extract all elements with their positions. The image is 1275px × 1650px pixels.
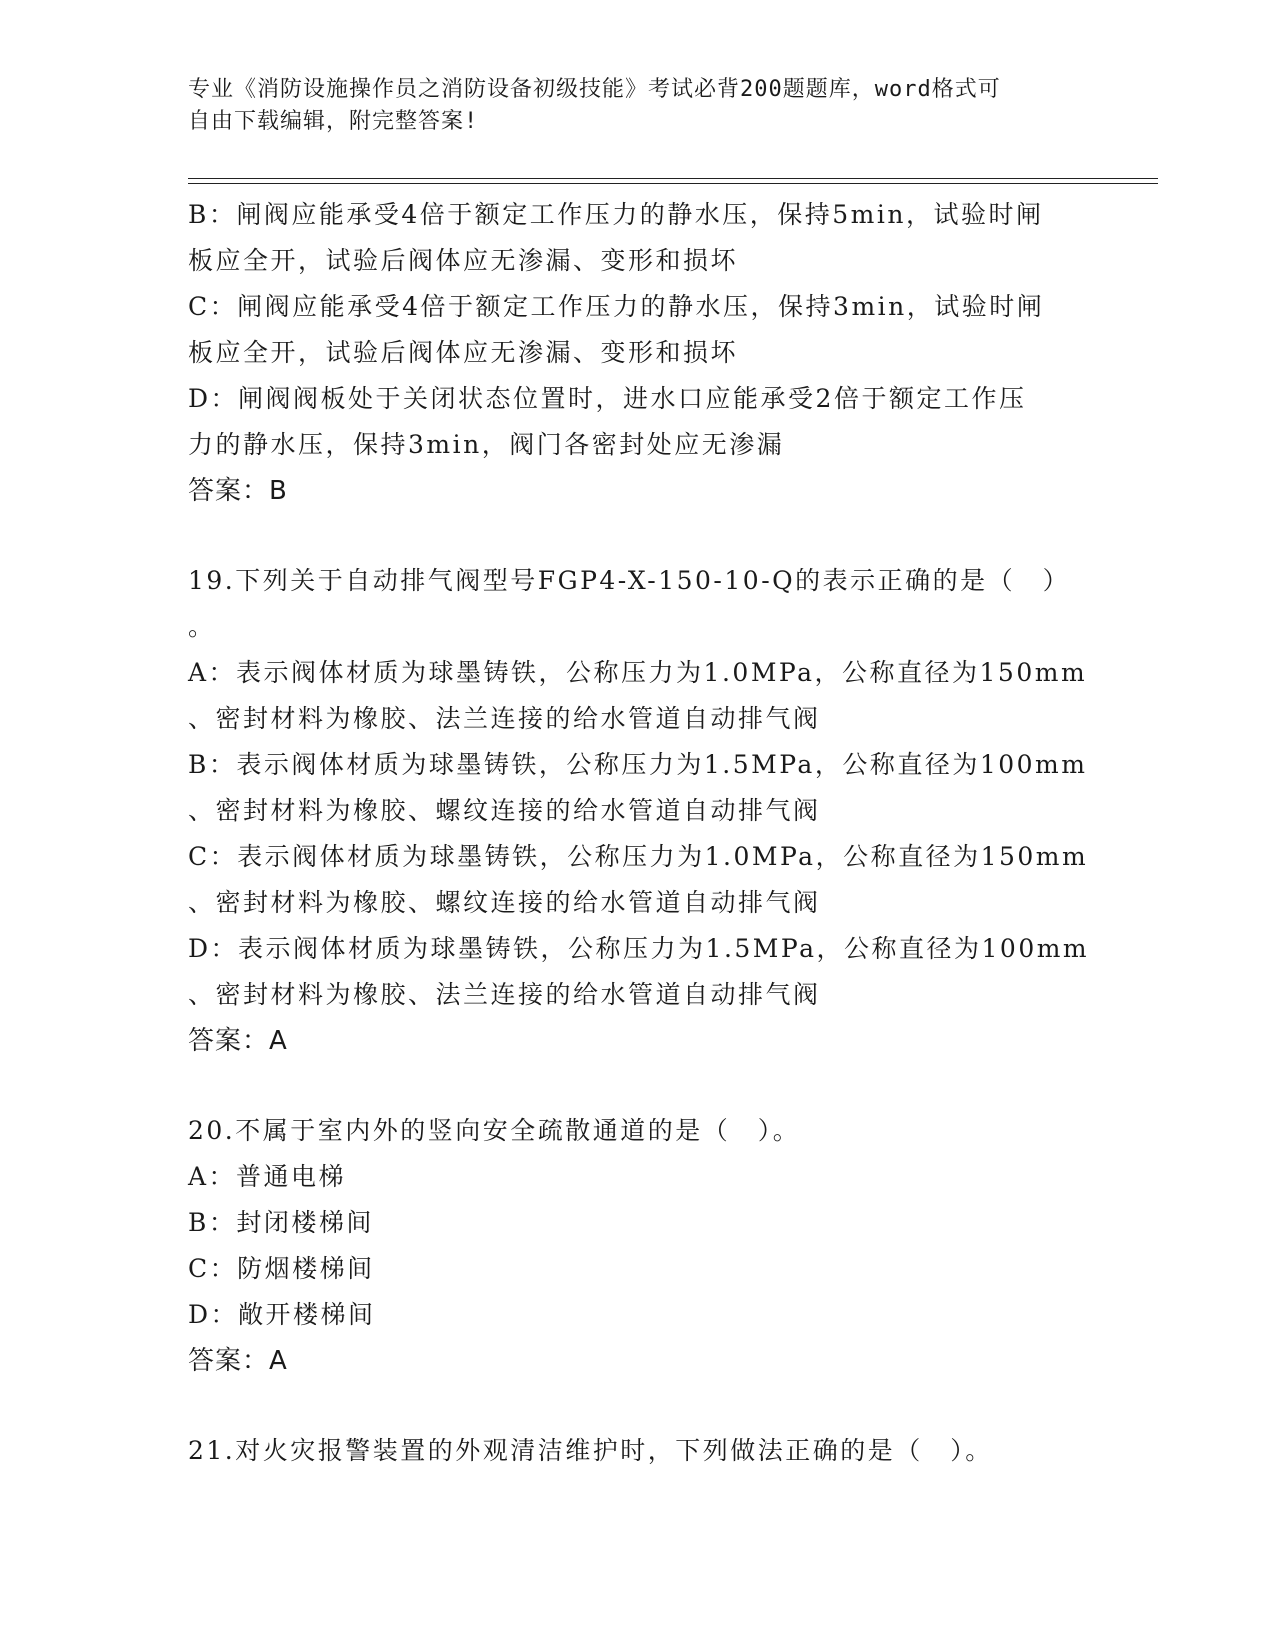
- header-divider-top: [188, 178, 1158, 179]
- question-18-tail: [188, 192, 1088, 514]
- option-d: [188, 376, 1088, 468]
- question-title: 20.不属于室内外的竖向安全疏散通道的是（ ）。: [188, 1116, 801, 1145]
- option-c: [188, 284, 1088, 376]
- header-line-1: 专业《消防设施操作员之消防设备初级技能》考试必背200题题库，word格式可: [188, 77, 1001, 102]
- option-line: B：闸阀应能承受4倍于额定工作压力的静水压，保持5min，试验时闸: [188, 200, 1044, 229]
- option-c: [188, 834, 1088, 926]
- option-b: [188, 742, 1088, 834]
- option-line: D：表示阀体材质为球墨铸铁，公称压力为1.5MPa，公称直径为100mm: [188, 934, 1090, 963]
- option-line: C：闸阀应能承受4倍于额定工作压力的静水压，保持3min，试验时闸: [188, 292, 1045, 321]
- question-20: [188, 1108, 1088, 1384]
- option-line: 板应全开，试验后阀体应无渗漏、变形和损坏: [188, 338, 739, 367]
- question-21: [188, 1428, 1088, 1474]
- option-d: D：敞开楼梯间: [188, 1300, 376, 1329]
- option-line: 、密封材料为橡胶、螺纹连接的给水管道自动排气阀: [188, 796, 821, 825]
- option-line: 、密封材料为橡胶、法兰连接的给水管道自动排气阀: [188, 980, 821, 1009]
- question-title: 21.对火灾报警装置的外观清洁维护时，下列做法正确的是（ ）。: [188, 1436, 993, 1465]
- document-header: [188, 74, 1088, 138]
- answer-line: 答案：A: [188, 1026, 288, 1056]
- answer-line: 答案：B: [188, 476, 288, 506]
- question-19: [188, 558, 1088, 1064]
- option-a: [188, 650, 1088, 742]
- option-line: 、密封材料为橡胶、法兰连接的给水管道自动排气阀: [188, 704, 821, 733]
- document-body: [188, 192, 1088, 1474]
- option-d: [188, 926, 1088, 1018]
- option-line: C：表示阀体材质为球墨铸铁，公称压力为1.0MPa，公称直径为150mm: [188, 842, 1089, 871]
- header-divider-bottom: [188, 183, 1158, 184]
- option-a: A：普通电梯: [188, 1162, 347, 1191]
- option-b: B：封闭楼梯间: [188, 1208, 374, 1237]
- option-line: A：表示阀体材质为球墨铸铁，公称压力为1.0MPa，公称直径为150mm: [188, 658, 1088, 687]
- option-line: 、密封材料为橡胶、螺纹连接的给水管道自动排气阀: [188, 888, 821, 917]
- option-line: D：闸阀阀板处于关闭状态位置时，进水口应能承受2倍于额定工作压: [188, 384, 1027, 413]
- option-line: B：表示阀体材质为球墨铸铁，公称压力为1.5MPa，公称直径为100mm: [188, 750, 1088, 779]
- option-b: [188, 192, 1088, 284]
- answer-line: 答案：A: [188, 1346, 288, 1376]
- question-title-continued: 。: [188, 612, 216, 641]
- option-line: 力的静水压，保持3min，阀门各密封处应无渗漏: [188, 430, 785, 459]
- option-line: 板应全开，试验后阀体应无渗漏、变形和损坏: [188, 246, 739, 275]
- option-c: C：防烟楼梯间: [188, 1254, 375, 1283]
- header-line-2: 自由下载编辑，附完整答案!: [188, 109, 479, 134]
- question-title: 19.下列关于自动排气阀型号FGP4-X-150-10-Q的表示正确的是（ ）: [188, 566, 1071, 595]
